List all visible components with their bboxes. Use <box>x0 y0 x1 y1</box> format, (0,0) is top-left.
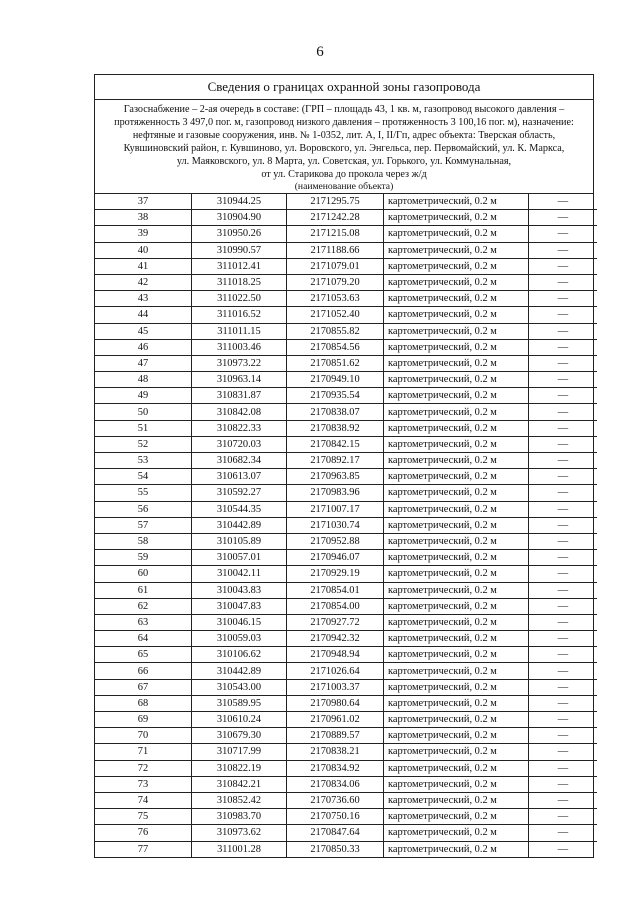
description-dash-cell: — <box>529 712 598 728</box>
table-row <box>95 517 597 533</box>
point-number-cell: 51 <box>95 420 192 436</box>
point-number-cell: 64 <box>95 631 192 647</box>
method-accuracy-cell: картометрический, 0.2 м <box>384 647 529 663</box>
method-accuracy-cell: картометрический, 0.2 м <box>384 631 529 647</box>
table-row <box>95 760 597 776</box>
coordinate-y-cell: 2171079.01 <box>287 258 384 274</box>
coordinate-y-cell: 2170949.10 <box>287 372 384 388</box>
method-accuracy-cell: картометрический, 0.2 м <box>384 501 529 517</box>
coordinate-y-cell: 2170750.16 <box>287 809 384 825</box>
point-number-cell: 68 <box>95 695 192 711</box>
method-accuracy-cell: картометрический, 0.2 м <box>384 744 529 760</box>
table-row <box>95 809 597 825</box>
coordinate-x-cell: 310105.89 <box>192 533 287 549</box>
coordinate-x-cell: 310679.30 <box>192 728 287 744</box>
method-accuracy-cell: картометрический, 0.2 м <box>384 323 529 339</box>
point-number-cell: 66 <box>95 663 192 679</box>
table-row <box>95 226 597 242</box>
table-title: Сведения о границах охранной зоны газопровода <box>95 75 593 100</box>
description-line: Газоснабжение – 2-ая очередь в составе: (ГРП – площадь 43, 1 кв. м, газопровод высокого давления – <box>123 104 565 115</box>
point-number-cell: 45 <box>95 323 192 339</box>
table-row <box>95 210 597 226</box>
table-row <box>95 339 597 355</box>
method-accuracy-cell: картометрический, 0.2 м <box>384 533 529 549</box>
description-dash-cell: — <box>529 533 598 549</box>
coordinate-x-cell: 310852.42 <box>192 792 287 808</box>
coordinate-x-cell: 310904.90 <box>192 210 287 226</box>
method-accuracy-cell: картометрический, 0.2 м <box>384 776 529 792</box>
method-accuracy-cell: картометрический, 0.2 м <box>384 663 529 679</box>
table-row <box>95 598 597 614</box>
coordinate-y-cell: 2171030.74 <box>287 517 384 533</box>
point-number-cell: 60 <box>95 566 192 582</box>
table-row <box>95 792 597 808</box>
coordinate-x-cell: 310047.83 <box>192 598 287 614</box>
point-number-cell: 41 <box>95 258 192 274</box>
description-dash-cell: — <box>529 776 598 792</box>
description-dash-cell: — <box>529 242 598 258</box>
method-accuracy-cell: картометрический, 0.2 м <box>384 550 529 566</box>
coordinate-x-cell: 310682.34 <box>192 453 287 469</box>
coordinate-x-cell: 310610.24 <box>192 712 287 728</box>
description-dash-cell: — <box>529 194 598 210</box>
coordinate-y-cell: 2170961.02 <box>287 712 384 728</box>
coordinate-y-cell: 2170842.15 <box>287 436 384 452</box>
coordinate-y-cell: 2170838.07 <box>287 404 384 420</box>
table-row <box>95 420 597 436</box>
method-accuracy-cell: картометрический, 0.2 м <box>384 760 529 776</box>
coordinate-y-cell: 2170983.96 <box>287 485 384 501</box>
coordinate-x-cell: 310057.01 <box>192 550 287 566</box>
point-number-cell: 56 <box>95 501 192 517</box>
table-row <box>95 663 597 679</box>
table-row <box>95 388 597 404</box>
point-number-cell: 69 <box>95 712 192 728</box>
method-accuracy-cell: картометрический, 0.2 м <box>384 339 529 355</box>
method-accuracy-cell: картометрический, 0.2 м <box>384 517 529 533</box>
description-line: от ул. Старикова до прокола через ж/д <box>261 169 427 180</box>
coordinate-x-cell: 310589.95 <box>192 695 287 711</box>
method-accuracy-cell: картометрический, 0.2 м <box>384 372 529 388</box>
table-row <box>95 258 597 274</box>
coordinate-y-cell: 2170851.62 <box>287 355 384 371</box>
description-dash-cell: — <box>529 598 598 614</box>
coordinate-x-cell: 310720.03 <box>192 436 287 452</box>
description-dash-cell: — <box>529 550 598 566</box>
description-dash-cell: — <box>529 614 598 630</box>
coordinate-x-cell: 310842.08 <box>192 404 287 420</box>
coordinate-y-cell: 2170952.88 <box>287 533 384 549</box>
point-number-cell: 57 <box>95 517 192 533</box>
coordinate-x-cell: 310592.27 <box>192 485 287 501</box>
boundary-table-frame <box>94 74 594 858</box>
coordinate-x-cell: 310106.62 <box>192 647 287 663</box>
table-row <box>95 582 597 598</box>
coordinate-x-cell: 311001.28 <box>192 841 287 857</box>
description-dash-cell: — <box>529 258 598 274</box>
description-line: Кувшиновский район, г. Кувшиново, ул. Воровского, ул. Энгельса, пер. Первомайский, ул. К. Маркса, <box>123 143 565 154</box>
point-number-cell: 74 <box>95 792 192 808</box>
method-accuracy-cell: картометрический, 0.2 м <box>384 274 529 290</box>
table-row <box>95 550 597 566</box>
coordinate-y-cell: 2170834.06 <box>287 776 384 792</box>
coordinate-y-cell: 2171295.75 <box>287 194 384 210</box>
coordinate-y-cell: 2170736.60 <box>287 792 384 808</box>
table-row <box>95 728 597 744</box>
point-number-cell: 38 <box>95 210 192 226</box>
coordinate-y-cell: 2170855.82 <box>287 323 384 339</box>
method-accuracy-cell: картометрический, 0.2 м <box>384 291 529 307</box>
description-dash-cell: — <box>529 744 598 760</box>
point-number-cell: 76 <box>95 825 192 841</box>
coordinate-y-cell: 2170946.07 <box>287 550 384 566</box>
method-accuracy-cell: картометрический, 0.2 м <box>384 355 529 371</box>
method-accuracy-cell: картометрический, 0.2 м <box>384 841 529 857</box>
coordinate-y-cell: 2171053.63 <box>287 291 384 307</box>
coordinate-x-cell: 310963.14 <box>192 372 287 388</box>
description-dash-cell: — <box>529 307 598 323</box>
coordinate-y-cell: 2171026.64 <box>287 663 384 679</box>
method-accuracy-cell: картометрический, 0.2 м <box>384 695 529 711</box>
method-accuracy-cell: картометрический, 0.2 м <box>384 598 529 614</box>
point-number-cell: 75 <box>95 809 192 825</box>
point-number-cell: 46 <box>95 339 192 355</box>
description-dash-cell: — <box>529 420 598 436</box>
table-row <box>95 436 597 452</box>
description-dash-cell: — <box>529 825 598 841</box>
table-row <box>95 695 597 711</box>
coordinate-y-cell: 2170854.01 <box>287 582 384 598</box>
description-dash-cell: — <box>529 485 598 501</box>
coordinate-y-cell: 2170892.17 <box>287 453 384 469</box>
coordinate-x-cell: 311003.46 <box>192 339 287 355</box>
coordinate-y-cell: 2170948.94 <box>287 647 384 663</box>
coordinate-y-cell: 2171052.40 <box>287 307 384 323</box>
point-number-cell: 49 <box>95 388 192 404</box>
point-number-cell: 72 <box>95 760 192 776</box>
description-line: нефтяные и газовые сооружения, инв. № 1-0352, лит. А, I, II/Гп, адрес объекта: Тверская область, <box>132 130 556 141</box>
coordinate-x-cell: 310043.83 <box>192 582 287 598</box>
table-row <box>95 242 597 258</box>
description-dash-cell: — <box>529 436 598 452</box>
description-dash-cell: — <box>529 792 598 808</box>
description-dash-cell: — <box>529 388 598 404</box>
method-accuracy-cell: картометрический, 0.2 м <box>384 485 529 501</box>
coordinate-y-cell: 2170834.92 <box>287 760 384 776</box>
table-row <box>95 323 597 339</box>
coordinate-x-cell: 310822.33 <box>192 420 287 436</box>
point-number-cell: 53 <box>95 453 192 469</box>
coordinate-x-cell: 311011.15 <box>192 323 287 339</box>
point-number-cell: 63 <box>95 614 192 630</box>
description-line: ул. Маяковского, ул. 8 Марта, ул. Советская, ул. Горького, ул. Коммунальная, <box>176 156 512 167</box>
table-row <box>95 372 597 388</box>
description-dash-cell: — <box>529 809 598 825</box>
description-dash-cell: — <box>529 695 598 711</box>
method-accuracy-cell: картометрический, 0.2 м <box>384 420 529 436</box>
table-row <box>95 485 597 501</box>
coordinate-x-cell: 310973.22 <box>192 355 287 371</box>
coordinate-y-cell: 2170929.19 <box>287 566 384 582</box>
point-number-cell: 58 <box>95 533 192 549</box>
point-number-cell: 77 <box>95 841 192 857</box>
coordinate-y-cell: 2170838.21 <box>287 744 384 760</box>
point-number-cell: 43 <box>95 291 192 307</box>
coordinate-x-cell: 310973.62 <box>192 825 287 841</box>
point-number-cell: 37 <box>95 194 192 210</box>
table-row <box>95 776 597 792</box>
point-number-cell: 48 <box>95 372 192 388</box>
description-dash-cell: — <box>529 679 598 695</box>
table-row <box>95 274 597 290</box>
method-accuracy-cell: картометрический, 0.2 м <box>384 194 529 210</box>
coordinate-x-cell: 310046.15 <box>192 614 287 630</box>
table-row <box>95 355 597 371</box>
point-number-cell: 71 <box>95 744 192 760</box>
description-dash-cell: — <box>529 372 598 388</box>
table-row <box>95 647 597 663</box>
table-row <box>95 825 597 841</box>
coordinate-y-cell: 2171003.37 <box>287 679 384 695</box>
coordinate-x-cell: 310831.87 <box>192 388 287 404</box>
coordinate-x-cell: 310717.99 <box>192 744 287 760</box>
description-dash-cell: — <box>529 291 598 307</box>
coordinate-y-cell: 2170963.85 <box>287 469 384 485</box>
description-dash-cell: — <box>529 501 598 517</box>
description-dash-cell: — <box>529 647 598 663</box>
method-accuracy-cell: картометрический, 0.2 м <box>384 226 529 242</box>
coordinate-x-cell: 310950.26 <box>192 226 287 242</box>
point-number-cell: 44 <box>95 307 192 323</box>
description-dash-cell: — <box>529 582 598 598</box>
coordinate-x-cell: 310842.21 <box>192 776 287 792</box>
point-number-cell: 52 <box>95 436 192 452</box>
coordinate-y-cell: 2170847.64 <box>287 825 384 841</box>
method-accuracy-cell: картометрический, 0.2 м <box>384 712 529 728</box>
description-dash-cell: — <box>529 469 598 485</box>
table-row <box>95 679 597 695</box>
page-number: 6 <box>316 44 324 60</box>
table-row <box>95 566 597 582</box>
coordinate-y-cell: 2170889.57 <box>287 728 384 744</box>
table-row <box>95 841 597 857</box>
coordinate-x-cell: 310613.07 <box>192 469 287 485</box>
method-accuracy-cell: картометрический, 0.2 м <box>384 307 529 323</box>
coordinate-x-cell: 310544.35 <box>192 501 287 517</box>
object-description <box>95 100 593 194</box>
point-number-cell: 47 <box>95 355 192 371</box>
table-row <box>95 469 597 485</box>
description-dash-cell: — <box>529 210 598 226</box>
description-line: протяженность 3 497,0 пог. м, газопровод низкого давления – протяженность 3 100,16 пог. м), назначение: <box>114 117 574 128</box>
method-accuracy-cell: картометрический, 0.2 м <box>384 469 529 485</box>
coordinate-x-cell: 310944.25 <box>192 194 287 210</box>
method-accuracy-cell: картометрический, 0.2 м <box>384 210 529 226</box>
coordinate-x-cell: 310822.19 <box>192 760 287 776</box>
point-number-cell: 39 <box>95 226 192 242</box>
description-dash-cell: — <box>529 274 598 290</box>
coordinate-y-cell: 2170850.33 <box>287 841 384 857</box>
method-accuracy-cell: картометрический, 0.2 м <box>384 679 529 695</box>
coordinate-x-cell: 310442.89 <box>192 663 287 679</box>
coordinate-x-cell: 310983.70 <box>192 809 287 825</box>
coordinate-y-cell: 2170980.64 <box>287 695 384 711</box>
description-dash-cell: — <box>529 760 598 776</box>
description-dash-cell: — <box>529 404 598 420</box>
description-dash-cell: — <box>529 728 598 744</box>
point-number-cell: 50 <box>95 404 192 420</box>
coordinates-table <box>95 194 597 857</box>
point-number-cell: 67 <box>95 679 192 695</box>
point-number-cell: 65 <box>95 647 192 663</box>
coordinate-x-cell: 311018.25 <box>192 274 287 290</box>
table-row <box>95 307 597 323</box>
coordinate-x-cell: 310059.03 <box>192 631 287 647</box>
method-accuracy-cell: картометрический, 0.2 м <box>384 614 529 630</box>
coordinate-y-cell: 2171215.08 <box>287 226 384 242</box>
coordinate-x-cell: 310543.00 <box>192 679 287 695</box>
point-number-cell: 40 <box>95 242 192 258</box>
coordinate-x-cell: 310990.57 <box>192 242 287 258</box>
coordinate-y-cell: 2170942.32 <box>287 631 384 647</box>
method-accuracy-cell: картометрический, 0.2 м <box>384 809 529 825</box>
table-row <box>95 501 597 517</box>
description-dash-cell: — <box>529 226 598 242</box>
coordinate-x-cell: 311012.41 <box>192 258 287 274</box>
description-dash-cell: — <box>529 566 598 582</box>
coordinate-y-cell: 2171079.20 <box>287 274 384 290</box>
coordinate-y-cell: 2170927.72 <box>287 614 384 630</box>
method-accuracy-cell: картометрический, 0.2 м <box>384 388 529 404</box>
coordinate-y-cell: 2170854.56 <box>287 339 384 355</box>
table-row <box>95 453 597 469</box>
table-row <box>95 194 597 210</box>
method-accuracy-cell: картометрический, 0.2 м <box>384 258 529 274</box>
point-number-cell: 59 <box>95 550 192 566</box>
description-dash-cell: — <box>529 323 598 339</box>
method-accuracy-cell: картометрический, 0.2 м <box>384 728 529 744</box>
object-name-caption: (наименование объекта) <box>294 181 394 192</box>
coordinate-y-cell: 2170838.92 <box>287 420 384 436</box>
method-accuracy-cell: картометрический, 0.2 м <box>384 242 529 258</box>
point-number-cell: 42 <box>95 274 192 290</box>
table-row <box>95 744 597 760</box>
description-dash-cell: — <box>529 517 598 533</box>
table-row <box>95 614 597 630</box>
coordinate-y-cell: 2170854.00 <box>287 598 384 614</box>
point-number-cell: 73 <box>95 776 192 792</box>
method-accuracy-cell: картометрический, 0.2 м <box>384 436 529 452</box>
method-accuracy-cell: картометрический, 0.2 м <box>384 792 529 808</box>
table-row <box>95 291 597 307</box>
coordinate-y-cell: 2171242.28 <box>287 210 384 226</box>
method-accuracy-cell: картометрический, 0.2 м <box>384 825 529 841</box>
coordinate-x-cell: 310042.11 <box>192 566 287 582</box>
coordinate-x-cell: 310442.89 <box>192 517 287 533</box>
coordinate-y-cell: 2171007.17 <box>287 501 384 517</box>
description-dash-cell: — <box>529 663 598 679</box>
coordinate-x-cell: 311022.50 <box>192 291 287 307</box>
table-row <box>95 404 597 420</box>
description-dash-cell: — <box>529 453 598 469</box>
table-row <box>95 712 597 728</box>
coordinate-y-cell: 2170935.54 <box>287 388 384 404</box>
method-accuracy-cell: картометрический, 0.2 м <box>384 404 529 420</box>
description-dash-cell: — <box>529 841 598 857</box>
coordinate-y-cell: 2171188.66 <box>287 242 384 258</box>
method-accuracy-cell: картометрический, 0.2 м <box>384 582 529 598</box>
description-dash-cell: — <box>529 631 598 647</box>
point-number-cell: 55 <box>95 485 192 501</box>
point-number-cell: 54 <box>95 469 192 485</box>
table-row <box>95 533 597 549</box>
point-number-cell: 61 <box>95 582 192 598</box>
table-row <box>95 631 597 647</box>
method-accuracy-cell: картометрический, 0.2 м <box>384 453 529 469</box>
coordinate-x-cell: 311016.52 <box>192 307 287 323</box>
point-number-cell: 70 <box>95 728 192 744</box>
method-accuracy-cell: картометрический, 0.2 м <box>384 566 529 582</box>
description-dash-cell: — <box>529 339 598 355</box>
point-number-cell: 62 <box>95 598 192 614</box>
description-dash-cell: — <box>529 355 598 371</box>
